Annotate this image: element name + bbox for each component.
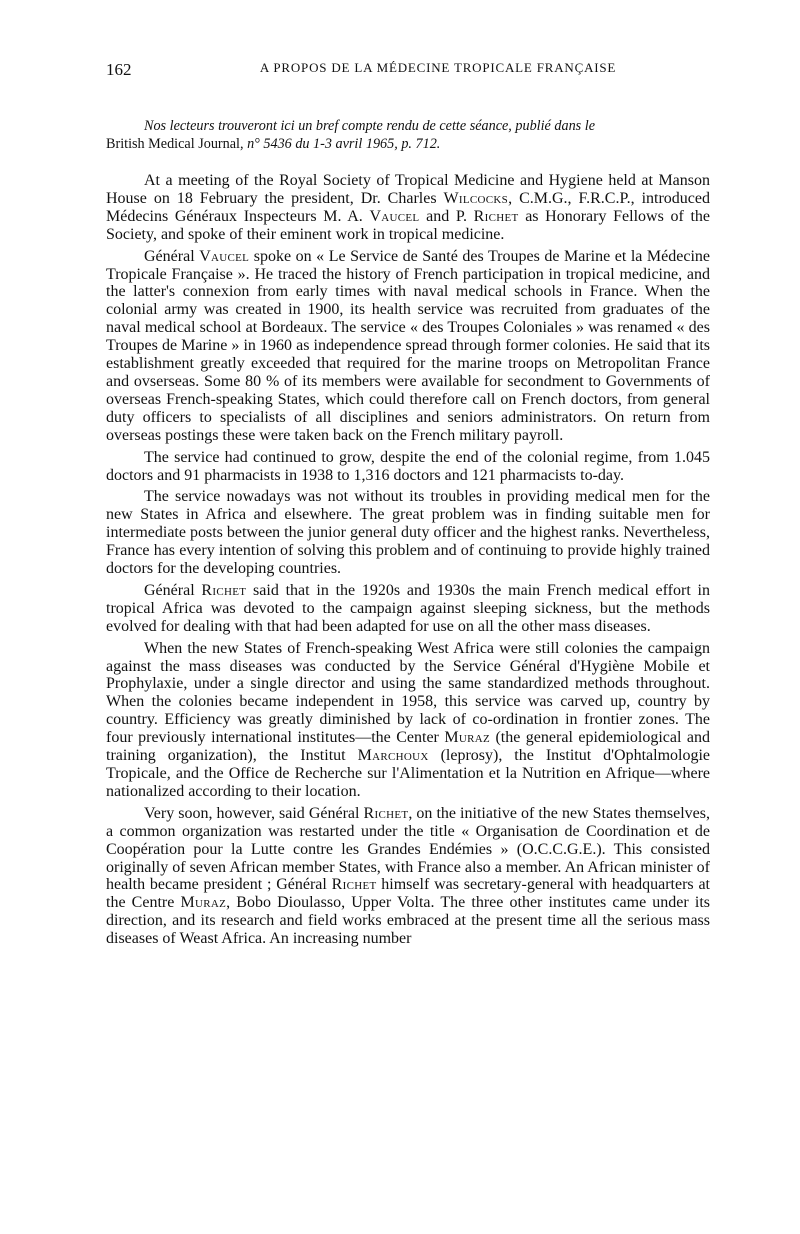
text-run: The service nowadays was not without its troubles in providing medical men for the new States in Africa and elsewhere. The great problem was in finding suitable men for intermediate posts between the junior general duty officer and the highest ranks. Nevertheless, France has every intention of solving this problem and of continuing to provide highly trained doctors for the developing countries. bbox=[106, 488, 710, 578]
paragraph-1 bbox=[106, 172, 710, 244]
text-run: Général bbox=[144, 581, 202, 599]
editor-note bbox=[106, 117, 710, 153]
text-run: and P. bbox=[419, 207, 474, 225]
person-name: Muraz bbox=[180, 894, 227, 912]
running-title: A PROPOS DE LA MÉDECINE TROPICALE FRANÇAISE bbox=[259, 60, 617, 75]
journal-name: British Medical Journal, bbox=[106, 136, 248, 152]
article-body bbox=[106, 172, 710, 952]
paragraph-3 bbox=[106, 449, 710, 485]
person-name: Muraz bbox=[444, 729, 491, 747]
text-run: as Honorary Fellows of the Society, and spoke of their eminent work in tropical medicine. bbox=[106, 207, 710, 243]
text-run: (leprosy), the Institut d'Ophtalmologie Tropicale, and the Office de Recherche sur l'Alimentation et la Nutrition en Afrique—where nationalized according to their location. bbox=[106, 747, 710, 800]
paragraph-5 bbox=[106, 582, 710, 636]
text-run: spoke on « Le Service de Santé des Troupes de Marine et la Médecine Tropicale Française ». He traced the history of French participation in tropical medicine, and the latter's connexion from early times with naval medical schools in France. When the colonial army was created in 1900, its health service was recruited from graduates of the naval medical school at Bordeaux. The service « des Troupes Coloniales » was renamed « des Troupes de Marine » in 1960 as independence spread through former colonies. He said that its establishment greatly exceeded that required for the marine troops on Metropolitan France and ovserseas. Some 80 % of its members were available for secondment to Governments of overseas French-speaking States, which could therefore call on French doctors, from general duty officers to specialists of all disciplines and seniors administrators. On return from overseas postings these were taken back on the French military payroll. bbox=[106, 247, 710, 444]
text-run: , C.M.G., F.R.C.P., introduced Médecins Généraux Inspecteurs M. A. bbox=[106, 189, 710, 225]
text-run: The service had continued to grow, despite the end of the colonial regime, from 1.045 doctors and 91 pharmacists in 1938 to 1,316 doctors and 121 pharmacists to-day. bbox=[106, 448, 710, 484]
person-name: Richet bbox=[363, 804, 409, 822]
person-name: Vaucel bbox=[199, 247, 250, 265]
paragraph-2 bbox=[106, 248, 710, 445]
text-run: said that in the 1920s and 1930s the main French medical effort in tropical Africa was devoted to the campaign against sleeping sickness, but the methods evolved for dealing with that had been adapted for use on all the other mass diseases. bbox=[106, 581, 711, 635]
person-name: Vaucel bbox=[369, 207, 420, 225]
person-name: Richet bbox=[331, 876, 377, 894]
person-name: Wilcocks bbox=[443, 189, 509, 207]
text-run: At a meeting of the Royal Society of Tropical Medicine and Hygiene held at Manson House on 18 February the president, Dr. Charles bbox=[106, 172, 710, 207]
paragraph-6 bbox=[106, 640, 710, 801]
text-run: (the general epidemiological and training organization), the Institut bbox=[106, 729, 710, 765]
paragraph-4 bbox=[106, 488, 710, 578]
running-head bbox=[106, 60, 710, 82]
text-run: , Bobo Dioulasso, Upper Volta. The three other institutes came under its direction, and its research and field works embraced at the present time all the serious mass diseases of Weast Africa. An increasing number bbox=[106, 894, 710, 948]
text-run: Général bbox=[144, 247, 200, 265]
editor-note-line-1: Nos lecteurs trouveront ici un bref compte rendu de cette séance, publié dans le bbox=[144, 118, 595, 134]
paragraph-7 bbox=[106, 805, 710, 948]
text-run: Very soon, however, said Général bbox=[144, 804, 364, 822]
page-number: 162 bbox=[106, 60, 132, 79]
text-run: When the new States of French-speaking West Africa were still colonies the campaign against the mass diseases was conducted by the Service Général d'Hygiène Mobile et Prophylaxie, under a single director and using the same standardized methods throughout. When the colonies became independent in 1958, this service was carved up, country by country. Efficiency was greatly diminished by lack of co-ordination in frontier zones. The four previously international institutes—the Center bbox=[106, 639, 710, 747]
person-name: Marchoux bbox=[357, 747, 429, 765]
text-run: himself was secretary-general with headquarters at the Centre bbox=[106, 876, 710, 912]
journal-reference: n° 5436 du 1-3 avril 1965, p. 712. bbox=[247, 136, 441, 152]
person-name: Richet bbox=[473, 207, 519, 225]
person-name: Richet bbox=[201, 581, 247, 599]
text-run: , on the initiative of the new States themselves, a common organization was restarted under the title « Organisation de Coordination et de Coopération pour la Lutte contre les Grandes Endémies » (O.C.C.G.E.). This consisted originally of seven African member States, with France also a member. An African minister of health became president ; Général bbox=[106, 804, 710, 894]
